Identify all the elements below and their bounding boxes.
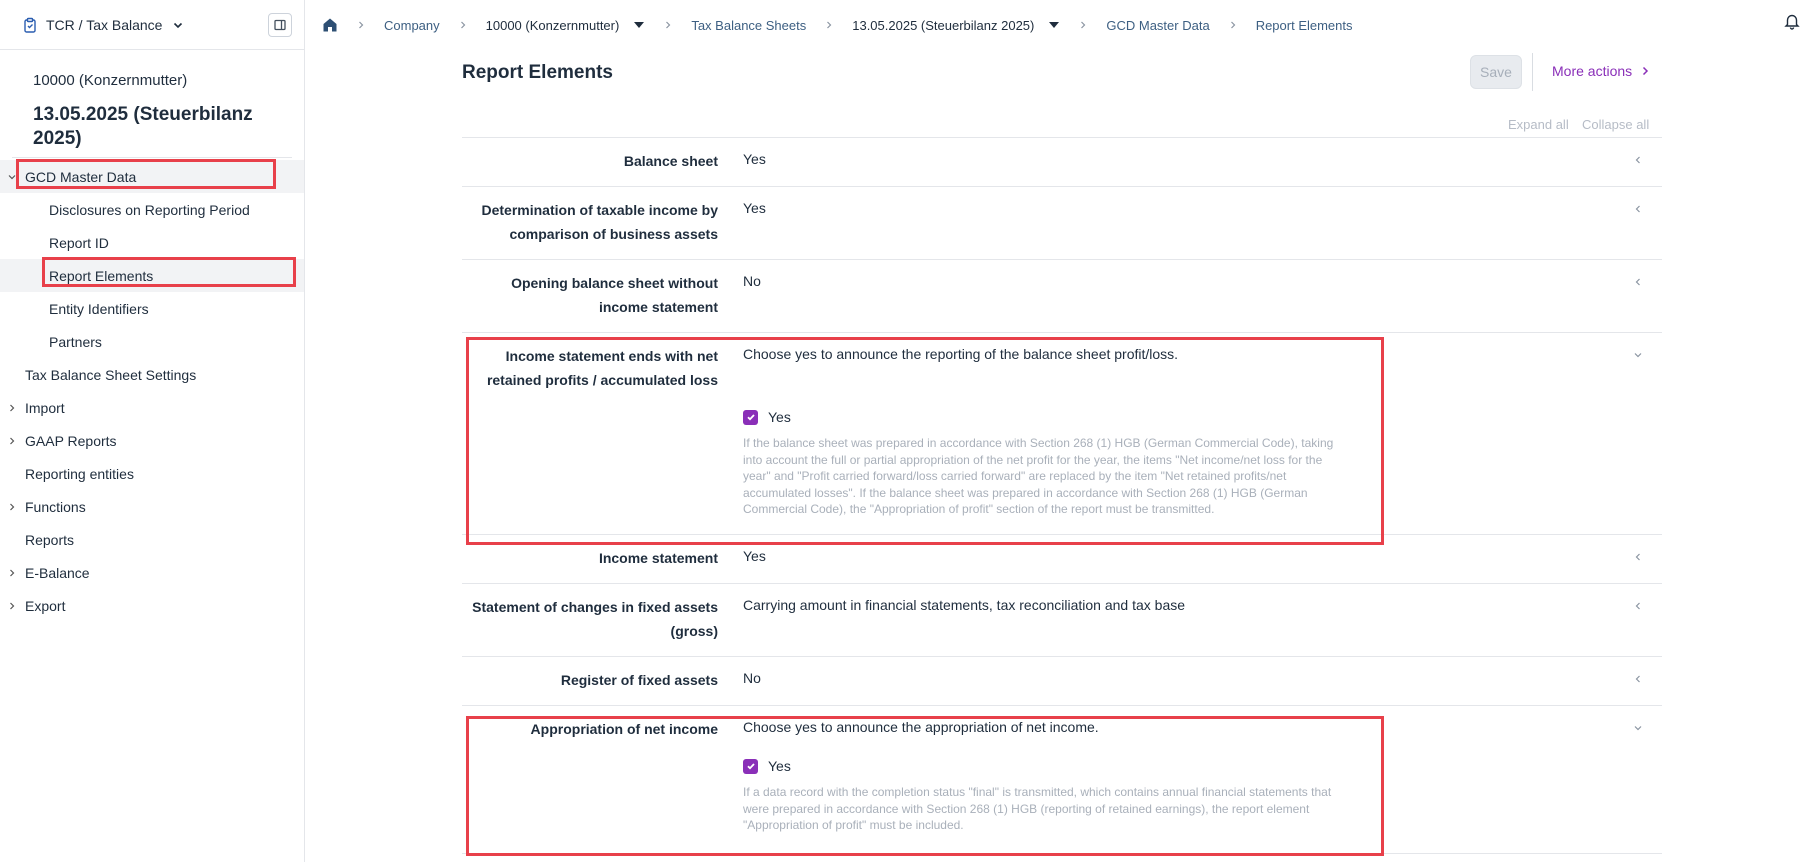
sidebar <box>0 0 305 862</box>
breadcrumb-company[interactable]: Company <box>384 17 440 33</box>
sidebar-item-label: Functions <box>25 498 86 515</box>
main-content <box>462 50 1662 854</box>
sidebar-item-gaap-reports[interactable] <box>0 424 304 457</box>
chevron-right-icon <box>1228 20 1238 30</box>
sidebar-context <box>0 50 304 151</box>
sidebar-item-label: GAAP Reports <box>25 432 117 449</box>
report-elements-list <box>462 137 1662 854</box>
chevron-right-icon <box>356 20 366 30</box>
report-element-row[interactable] <box>462 260 1662 333</box>
sidebar-item-label: Reports <box>25 531 75 548</box>
collapse-all-button[interactable]: Collapse all <box>1582 117 1650 132</box>
chevron-right-icon <box>663 20 673 30</box>
row-label: Balance sheet <box>623 153 718 169</box>
sidebar-item-e-balance[interactable] <box>0 556 304 589</box>
row-value: No <box>743 670 761 686</box>
sidebar-nav <box>0 160 304 622</box>
chevron-left-icon[interactable] <box>1633 155 1643 165</box>
chevron-right-icon <box>1078 20 1088 30</box>
sidebar-item-tax-balance-sheet-settings[interactable] <box>0 358 304 391</box>
chevron-right-icon[interactable] <box>7 502 17 512</box>
chevron-right-icon <box>824 20 834 30</box>
sidebar-item-label: Import <box>25 399 65 416</box>
save-button[interactable]: Save <box>1470 55 1522 89</box>
sidebar-company[interactable]: 10000 (Konzernmutter) <box>33 72 188 89</box>
panel-icon <box>274 19 286 31</box>
sidebar-item-label: Report ID <box>49 234 109 251</box>
row-value: Yes <box>743 200 766 216</box>
row-label: Appropriation of net income <box>530 721 718 737</box>
breadcrumb-report-elements: Report Elements <box>1255 17 1353 33</box>
sidebar-item-gcd-master-data[interactable] <box>0 160 304 193</box>
report-element-row[interactable] <box>462 584 1662 657</box>
caret-down-icon[interactable] <box>633 21 645 29</box>
chevron-left-icon[interactable] <box>1633 204 1643 214</box>
help-text: If the balance sheet was prepared in accordance with Section 268 (1) HGB (German Commercial Code), taking into account the full or partial appropriation of the net profit for the year, the items "Net income/net loss for the year" and "Profit carried forward/loss carried forward" are replaced by the item "Net retained profits/net accumulated losses". If the balance sheet was prepared in accordance with Section 268 (1) HGB (German Commercial Code), the "Appropriation of profit" section of the report must be transmitted. <box>743 436 1334 516</box>
report-element-row-expanded[interactable] <box>462 706 1662 854</box>
chevron-right-icon[interactable] <box>7 436 17 446</box>
sidebar-item-functions[interactable] <box>0 490 304 523</box>
chevron-right-icon <box>458 20 468 30</box>
chevron-left-icon[interactable] <box>1633 277 1643 287</box>
page-header <box>462 50 1662 95</box>
app-switcher-title[interactable]: TCR / Tax Balance <box>46 16 163 33</box>
page-title: Report Elements <box>462 62 613 83</box>
yes-checkbox[interactable] <box>743 759 758 774</box>
sidebar-item-report-id[interactable] <box>0 226 304 259</box>
clipboard-icon <box>22 17 38 33</box>
more-actions-button[interactable] <box>1552 63 1650 79</box>
help-text: If a data record with the completion status "final" is transmitted, which contains annual financial statements that were prepared in accordance with Section 268 (1) HGB (reporting of retained earnings), the report element "Appropriation of profit" must be included. <box>743 785 1332 832</box>
row-value: Yes <box>743 548 766 564</box>
sidebar-toggle-button[interactable] <box>268 13 292 37</box>
more-actions-label: More actions <box>1552 63 1633 79</box>
report-element-row-expanded[interactable] <box>462 333 1662 535</box>
breadcrumb <box>306 0 1813 50</box>
sidebar-item-label: Tax Balance Sheet Settings <box>25 366 197 383</box>
row-label: Opening balance sheet without income statement <box>511 275 718 315</box>
row-value: Yes <box>743 151 766 167</box>
checkmark-icon <box>746 412 756 422</box>
chevron-down-icon[interactable] <box>172 19 184 31</box>
sidebar-item-reports[interactable] <box>0 523 304 556</box>
sidebar-item-label: Disclosures on Reporting Period <box>49 201 250 218</box>
sidebar-item-label: Export <box>25 597 66 614</box>
caret-down-icon[interactable] <box>1048 21 1060 29</box>
yes-checkbox-field[interactable] <box>743 758 791 774</box>
sidebar-item-reporting-entities[interactable] <box>0 457 304 490</box>
sidebar-item-partners[interactable] <box>0 325 304 358</box>
expand-controls <box>462 95 1662 137</box>
sidebar-item-report-elements[interactable] <box>0 259 304 292</box>
chevron-right-icon[interactable] <box>7 403 17 413</box>
sidebar-item-label: Reporting entities <box>25 465 134 482</box>
breadcrumb-period[interactable]: 13.05.2025 (Steuerbilanz 2025) <box>852 17 1035 33</box>
sidebar-item-disclosures[interactable] <box>0 193 304 226</box>
report-element-row[interactable] <box>462 535 1662 584</box>
sidebar-divider <box>12 157 292 158</box>
row-description: Choose yes to announce the appropriation of net income. <box>743 719 1099 735</box>
yes-checkbox[interactable] <box>743 410 758 425</box>
breadcrumb-gcd-master-data[interactable]: GCD Master Data <box>1106 17 1210 33</box>
row-description: Choose yes to announce the reporting of the balance sheet profit/loss. <box>743 346 1179 362</box>
chevron-left-icon[interactable] <box>1633 552 1643 562</box>
row-label: Income statement ends with net retained profits / accumulated loss <box>486 348 718 388</box>
checkmark-icon <box>746 761 756 771</box>
report-element-row[interactable] <box>462 187 1662 260</box>
breadcrumb-tax-balance-sheets[interactable]: Tax Balance Sheets <box>691 17 807 33</box>
chevron-left-icon[interactable] <box>1633 601 1643 611</box>
chevron-down-icon[interactable] <box>1633 350 1643 360</box>
chevron-left-icon[interactable] <box>1633 674 1643 684</box>
breadcrumb-entity[interactable]: 10000 (Konzernmutter) <box>485 17 620 33</box>
sidebar-item-label: Partners <box>49 333 102 350</box>
sidebar-item-import[interactable] <box>0 391 304 424</box>
row-value: Carrying amount in financial statements, tax reconciliation and tax base <box>743 597 1186 613</box>
sidebar-header <box>0 0 304 50</box>
row-label: Statement of changes in fixed assets (gross) <box>472 599 718 639</box>
report-element-row[interactable] <box>462 657 1662 706</box>
sidebar-item-entity-identifiers[interactable] <box>0 292 304 325</box>
chevron-right-icon[interactable] <box>7 601 17 611</box>
chevron-right-icon <box>1640 66 1650 76</box>
bell-icon[interactable] <box>1783 12 1801 30</box>
chevron-down-icon[interactable] <box>7 172 17 182</box>
row-label: Determination of taxable income by comparison of business assets <box>481 202 718 242</box>
header-divider <box>1532 53 1533 91</box>
row-value: No <box>743 273 761 289</box>
sidebar-item-label: GCD Master Data <box>25 168 137 185</box>
expand-all-button[interactable]: Expand all <box>1508 117 1569 132</box>
sidebar-item-label: Report Elements <box>49 267 154 284</box>
checkbox-label: Yes <box>768 409 791 425</box>
sidebar-item-label: E-Balance <box>25 564 90 581</box>
yes-checkbox-field[interactable] <box>743 409 791 425</box>
row-label: Register of fixed assets <box>560 672 718 688</box>
home-icon[interactable] <box>322 17 338 33</box>
sidebar-item-label: Entity Identifiers <box>49 300 149 317</box>
chevron-right-icon[interactable] <box>7 568 17 578</box>
report-element-row[interactable] <box>462 138 1662 187</box>
checkbox-label: Yes <box>768 758 791 774</box>
chevron-down-icon[interactable] <box>1633 723 1643 733</box>
row-label: Income statement <box>598 550 718 566</box>
sidebar-period-title: 13.05.2025 (Steuerbilanz 2025) <box>33 104 253 149</box>
sidebar-item-export[interactable] <box>0 589 304 622</box>
